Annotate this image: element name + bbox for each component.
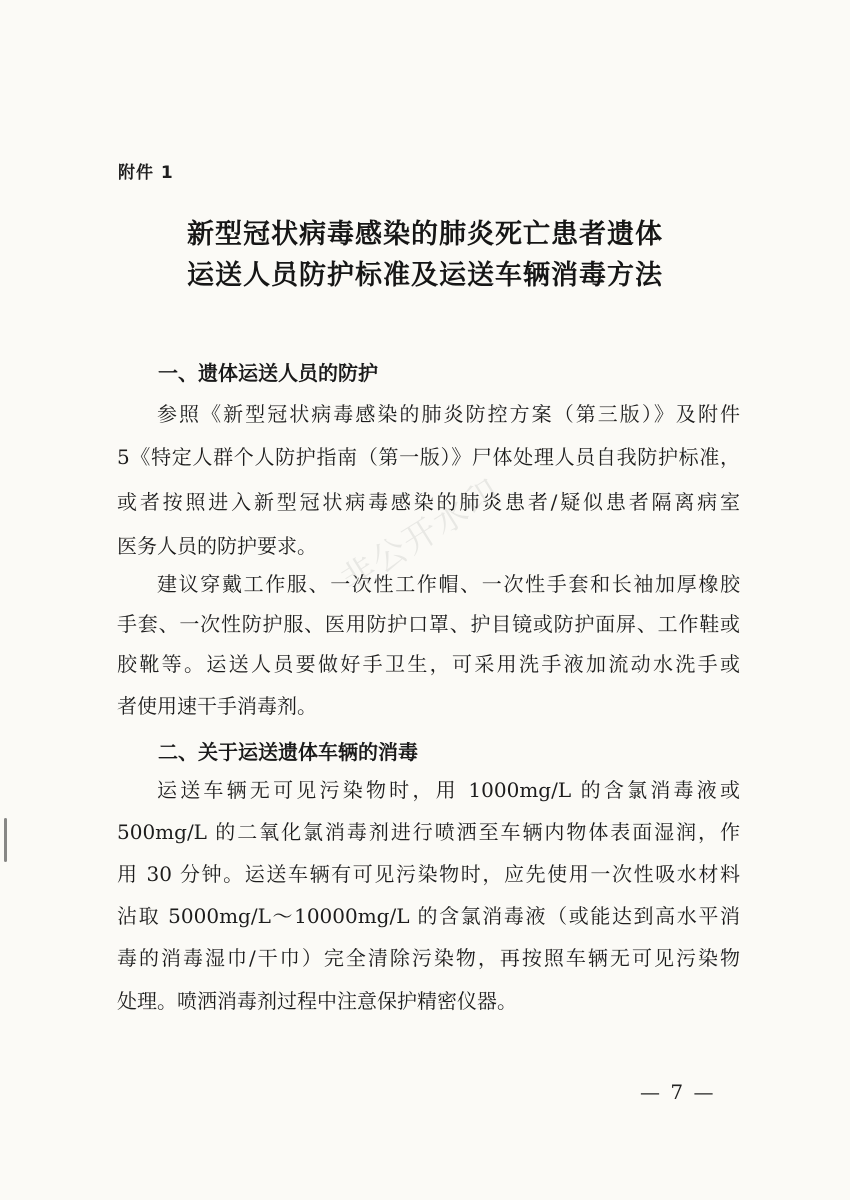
page-number: — 7 — <box>640 1080 716 1104</box>
paragraph-line: 500mg/L 的二氧化氯消毒剂进行喷洒至车辆内物体表面湿润，作 <box>117 820 740 844</box>
paragraph-line: 沾取 5000mg/L～10000mg/L 的含氯消毒液（或能达到高水平消 <box>117 904 740 928</box>
paragraph-line: 手套、一次性防护服、医用防护口罩、护目镜或防护面屏、工作鞋或 <box>117 612 740 636</box>
watermark: 非公开水印 <box>334 471 509 601</box>
paragraph-line: 参照《新型冠状病毒感染的肺炎防控方案（第三版）》及附件 <box>157 402 740 426</box>
document-title-line-2: 运送人员防护标准及运送车辆消毒方法 <box>187 260 663 291</box>
paragraph-line: 医务人员的防护要求。 <box>117 534 317 558</box>
paragraph-line: 毒的消毒湿巾/干巾）完全清除污染物，再按照车辆无可见污染物 <box>117 946 740 970</box>
paragraph-line: 者使用速干手消毒剂。 <box>117 694 317 718</box>
paragraph-line: 运送车辆无可见污染物时，用 1000mg/L 的含氯消毒液或 <box>157 778 740 802</box>
paragraph-line: 处理。喷洒消毒剂过程中注意保护精密仪器。 <box>117 989 517 1013</box>
section-1-heading: 一、遗体运送人员的防护 <box>158 361 378 385</box>
scan-margin-mark <box>4 818 7 862</box>
paragraph-line: 5《特定人群个人防护指南（第一版）》尸体处理人员自我防护标准， <box>117 445 740 469</box>
paragraph-line: 用 30 分钟。运送车辆有可见污染物时，应先使用一次性吸水材料 <box>117 862 740 886</box>
section-2-heading: 二、关于运送遗体车辆的消毒 <box>158 740 418 764</box>
paragraph-line: 建议穿戴工作服、一次性工作帽、一次性手套和长袖加厚橡胶 <box>157 572 740 596</box>
document-title-line-1: 新型冠状病毒感染的肺炎死亡患者遗体 <box>187 219 663 250</box>
paragraph-line: 胶靴等。运送人员要做好手卫生，可采用洗手液加流动水洗手或 <box>117 652 740 676</box>
paragraph-line: 或者按照进入新型冠状病毒感染的肺炎患者/疑似患者隔离病室 <box>117 490 740 514</box>
attachment-label: 附件 1 <box>118 163 174 183</box>
